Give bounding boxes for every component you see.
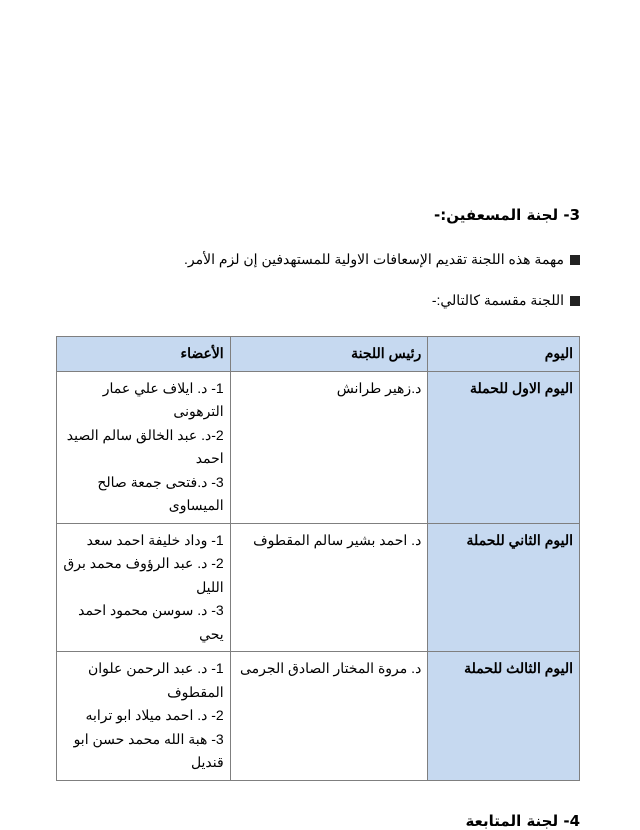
members-cell (57, 523, 231, 652)
header-members: الأعضاء (57, 337, 231, 372)
bullet-item (184, 251, 580, 268)
member-item: 3- د.فتحى جمعة صالح الميساوى (97, 473, 224, 513)
members-cell (57, 652, 231, 781)
bullet-item (432, 292, 580, 309)
black-square-icon (570, 255, 580, 265)
header-day: اليوم (428, 337, 580, 372)
member-item: 1- د. عبد الرحمن علوان المقطوف (87, 660, 224, 700)
members-cell (57, 371, 231, 523)
header-committee-head: رئيس اللجنة (230, 337, 428, 372)
committee-head-cell: د. مروة المختار الصادق الجرمى (230, 652, 428, 781)
committee-head-cell: د.زهير طرانش (230, 371, 428, 523)
committee-table (56, 336, 580, 781)
member-item: 3- هبة الله محمد حسن ابو قنديل (73, 730, 224, 770)
day-cell: اليوم الاول للحملة (428, 371, 580, 523)
table-row (57, 371, 580, 523)
bullet-text: اللجنة مقسمة كالتالي:- (431, 292, 564, 308)
member-item: 2- د. احمد ميلاد ابو ترابه (85, 707, 224, 723)
committee-head-cell: د. احمد بشير سالم المقطوف (230, 523, 428, 652)
day-cell: اليوم الثاني للحملة (428, 523, 580, 652)
member-item: 3- د. سوسن محمود احمد يحي (78, 602, 224, 642)
table-row (57, 523, 580, 652)
day-cell: اليوم الثالث للحملة (428, 652, 580, 781)
bullet-text: مهمة هذه اللجنة تقديم الإسعافات الاولية للمستهدفين إن لزم الأمر. (183, 251, 564, 267)
member-item: 2-د. عبد الخالق سالم الصيد احمد (66, 426, 224, 466)
table-row (57, 652, 580, 781)
member-item: 2- د. عبد الرؤوف محمد برق الليل (63, 555, 224, 595)
next-section-title: 4- لجنة المتابعة (465, 812, 580, 830)
black-square-icon (570, 296, 580, 306)
table-header-row (57, 337, 580, 372)
member-item: 1- د. ايلاف علي عمار الترهونى (102, 379, 224, 419)
member-item: 1- وداد خليفة احمد سعد (86, 531, 224, 548)
section-title: 3- لجنة المسعفين:- (434, 206, 580, 224)
